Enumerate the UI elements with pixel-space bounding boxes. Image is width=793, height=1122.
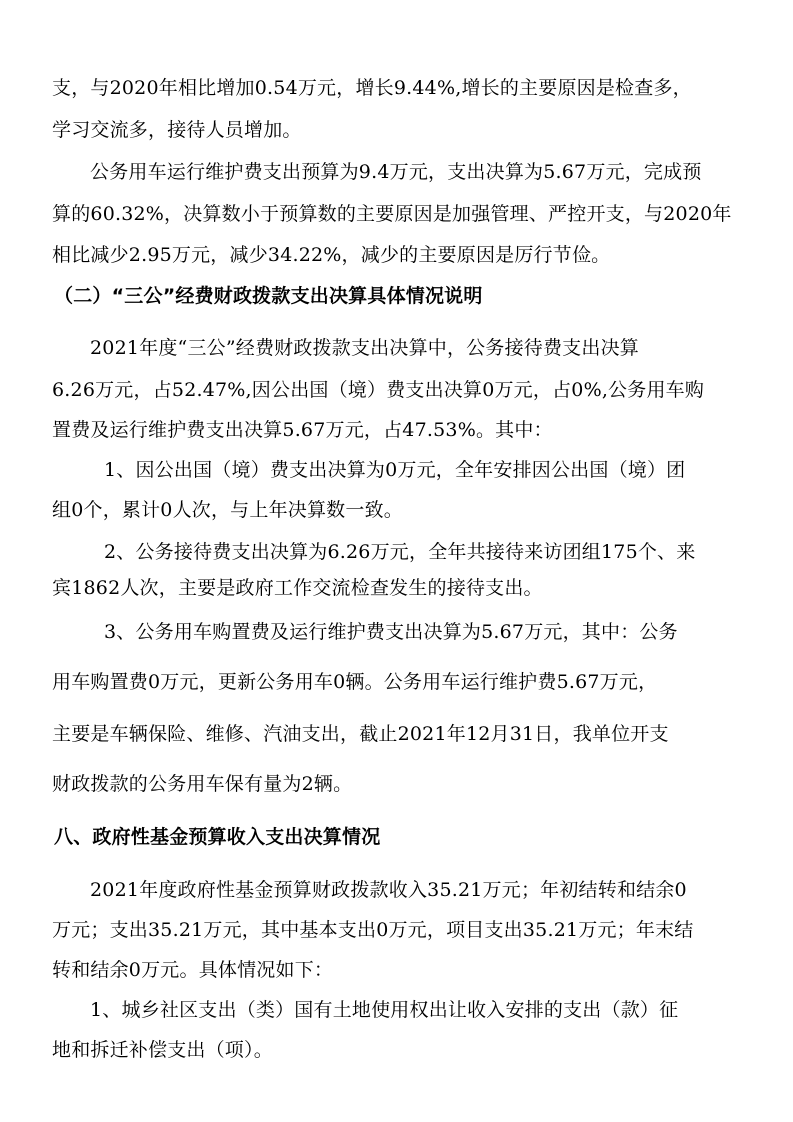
paragraph-line: 支，与2020年相比增加0.54万元，增长9.44%,增长的主要原因是检查多， bbox=[52, 77, 692, 99]
list-item-line: 组0个，累计0人次，与上年决算数一致。 bbox=[52, 499, 403, 521]
section-heading: 八、政府性基金预算收入支出决算情况 bbox=[54, 826, 381, 848]
list-item-line: 3、公务用车购置费及运行维护费支出决算为5.67万元，其中：公务 bbox=[104, 621, 678, 643]
list-item-line: 1、城乡社区支出（类）国有土地使用权出让收入安排的支出（款）征 bbox=[90, 999, 679, 1021]
list-item-line: 用车购置费0万元，更新公务用车0辆。公务用车运行维护费5.67万元， bbox=[52, 671, 658, 693]
list-item-line: 1、因公出国（境）费支出决算为0万元，全年安排因公出国（境）团 bbox=[104, 459, 686, 481]
list-item-line: 财政拨款的公务用车保有量为2辆。 bbox=[52, 773, 353, 795]
list-item-line: 宾1862人次，主要是政府工作交流检查发生的接待支出。 bbox=[52, 577, 543, 599]
list-item-line: 地和拆迁补偿支出（项）。 bbox=[52, 1039, 273, 1061]
paragraph-line: 6.26万元，占52.47%,因公出国（境）费支出决算0万元，占0%,公务用车购 bbox=[52, 379, 705, 401]
paragraph-line: 2021年度政府性基金预算财政拨款收入35.21万元；年初结转和结余0 bbox=[90, 879, 687, 901]
paragraph-line: 学习交流多，接待人员增加。 bbox=[52, 119, 302, 141]
paragraph-line: 置费及运行维护费支出决算5.67万元，占47.53%。其中： bbox=[52, 419, 553, 441]
paragraph-line: 2021年度“三公”经费财政拨款支出决算中，公务接待费支出决算 bbox=[90, 337, 639, 359]
section-heading: （二）“三公”经费财政拨款支出决算具体情况说明 bbox=[54, 285, 483, 307]
paragraph-line: 转和结余0万元。具体情况如下： bbox=[52, 959, 334, 981]
paragraph-line: 万元；支出35.21万元，其中基本支出0万元，项目支出35.21万元；年末结 bbox=[52, 919, 694, 941]
paragraph-line: 相比减少2.95万元，减少34.22%，减少的主要原因是厉行节俭。 bbox=[52, 244, 611, 266]
paragraph-line: 算的60.32%，决算数小于预算数的主要原因是加强管理、严控开支，与2020年 bbox=[52, 203, 732, 225]
list-item-line: 主要是车辆保险、维修、汽油支出，截止2021年12月31日，我单位开支 bbox=[52, 723, 669, 745]
paragraph-line: 公务用车运行维护费支出预算为9.4万元，支出决算为5.67万元，完成预 bbox=[90, 161, 702, 183]
list-item-line: 2、公务接待费支出决算为6.26万元，全年共接待来访团组175个、来 bbox=[104, 541, 696, 563]
